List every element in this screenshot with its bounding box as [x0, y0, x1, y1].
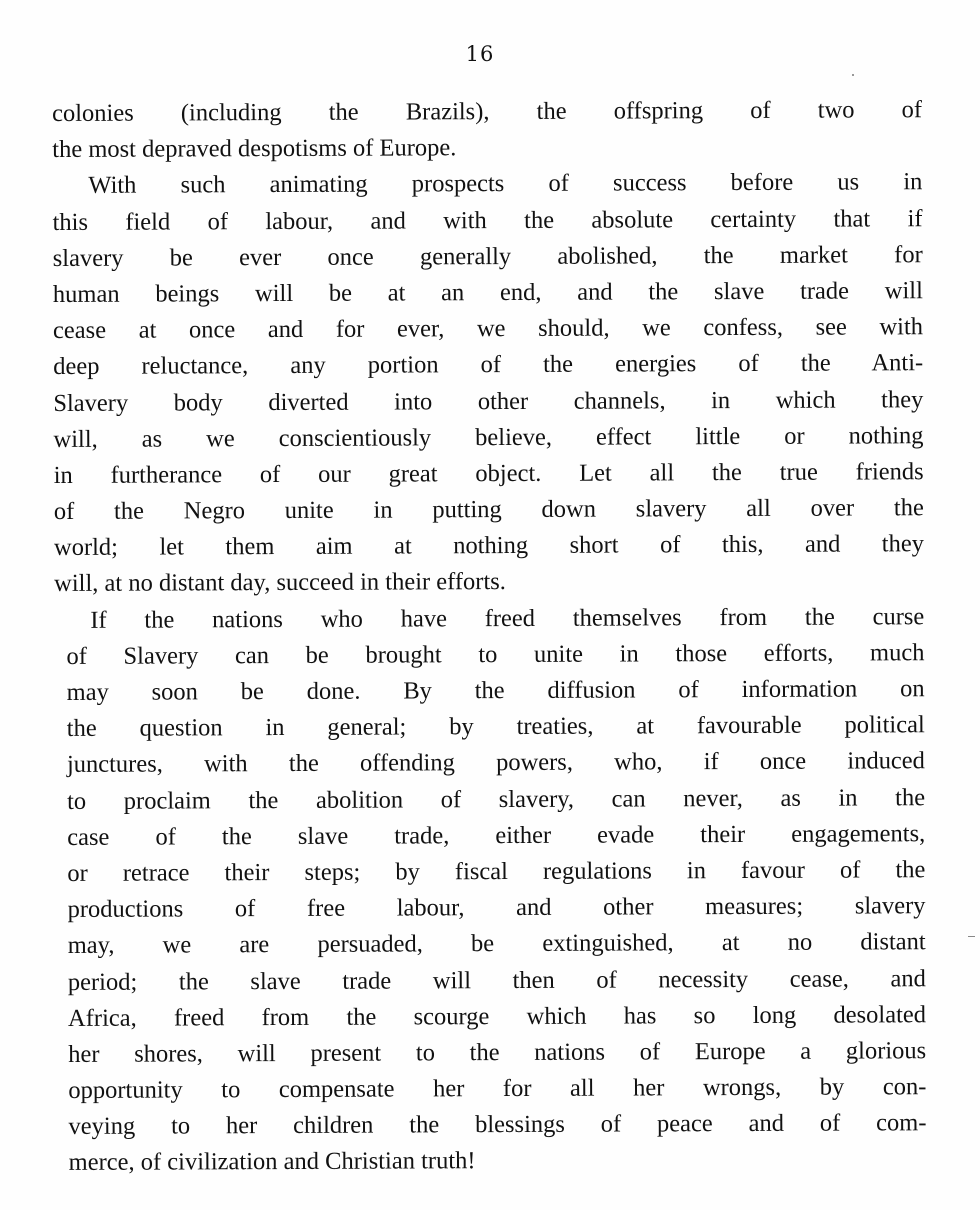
- text-line: Africa, freed from the scourge which has so long desolated: [67, 1000, 927, 1032]
- text-line: deep reluctance, any portion of the energies of the Anti-: [53, 349, 924, 381]
- text-line: this field of labour, and with the absolute certainty that if: [52, 204, 923, 236]
- text-line: cease at once and for ever, we should, we confess, see with: [52, 313, 924, 345]
- text-line: will, as we conscientiously believe, effect little or nothing: [53, 421, 924, 453]
- text-line: the question in general; by treaties, at favourable political: [66, 711, 925, 743]
- text-line: Slavery body diverted into other channels, in which they: [53, 385, 924, 417]
- text-line: her shores, will present to the nations of Europe a glorious: [68, 1037, 927, 1068]
- text-line: veying to her children the blessings of peace and of com-: [68, 1109, 927, 1141]
- paragraph-3: [54, 599, 927, 1182]
- text-line: of Slavery can be brought to unite in those efforts, much: [66, 639, 925, 670]
- text-line: period; the slave trade will then of necessity cease, and: [67, 964, 926, 996]
- text-line: If the nations who have freed themselves from the curse: [90, 602, 925, 634]
- text-line: may, we are persuaded, be extinguished, at no distant: [67, 928, 926, 960]
- text-line: may soon be done. By the diffusion of information on: [66, 675, 925, 706]
- scan-mark: [968, 936, 975, 937]
- text-line: opportunity to compensate her for all her wrongs, by con-: [68, 1073, 927, 1105]
- body-text: [52, 92, 927, 1181]
- text-line: slavery be ever once generally abolished, the market for: [52, 240, 923, 272]
- text-line: the most depraved despotisms of Europe.: [52, 134, 457, 164]
- text-line: to proclaim the abolition of slavery, can never, as in the: [67, 783, 926, 815]
- text-line: case of the slave trade, either evade their engagements,: [67, 819, 926, 851]
- paragraph-2: [52, 165, 924, 603]
- text-line: human beings will be at an end, and the slave trade will: [52, 277, 923, 308]
- text-line: colonies (including the Brazils), the offspring of two of: [52, 96, 923, 127]
- text-line: productions of free labour, and other measures; slavery: [67, 892, 926, 924]
- text-line: world; let them aim at nothing short of this, and they: [53, 530, 925, 562]
- text-line: of the Negro unite in putting down slavery all over the: [53, 494, 924, 526]
- text-line: With such animating prospects of success before us in: [88, 168, 923, 200]
- text-line: merce, of civilization and Christian truth!: [68, 1147, 476, 1177]
- page-number: 16: [465, 42, 495, 66]
- paragraph-1: [52, 92, 922, 168]
- text-line: in furtherance of our great object. Let all the true friends: [53, 458, 924, 489]
- text-line: will, at no distant day, succeed in their efforts.: [54, 568, 506, 598]
- text-line: or retrace their steps; by fiscal regulations in favour of the: [67, 856, 926, 887]
- scan-speck: [852, 74, 854, 76]
- text-line: junctures, with the offending powers, who, if once induced: [66, 747, 925, 779]
